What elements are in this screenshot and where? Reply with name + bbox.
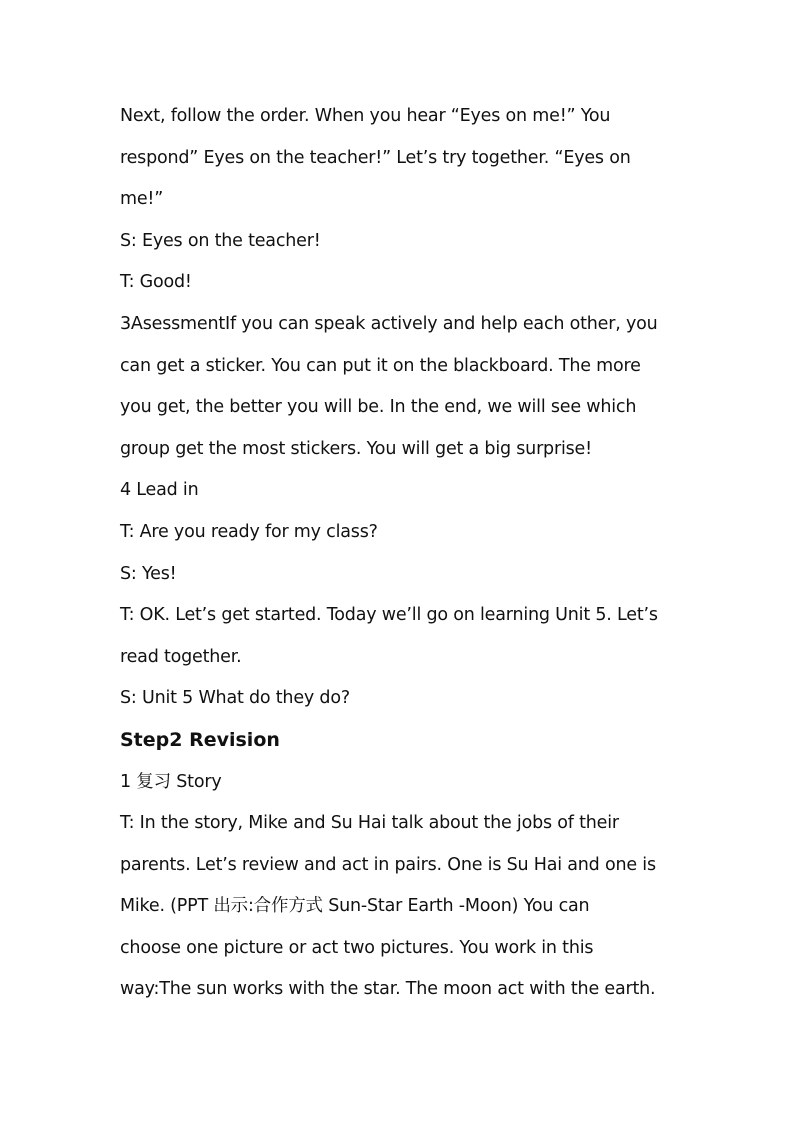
student-response-line: S: Yes!	[120, 563, 177, 584]
body-text-line: Mike. (PPT 出示:合作方式 Sun-Star Earth -Moon) You can	[120, 896, 590, 917]
teacher-line: T: In the story, Mike and Su Hai talk about the jobs of their	[120, 813, 619, 834]
body-text-line: me!”	[120, 189, 164, 210]
body-text-line: read together.	[120, 646, 242, 667]
section-label-lead-in: 4 Lead in	[120, 480, 199, 501]
body-text-line: Next, follow the order. When you hear “Eyes on me!” You	[120, 106, 611, 126]
body-text-line: respond” Eyes on the teacher!” Let’s try together. “Eyes on	[120, 147, 631, 168]
assessment-line: 3AsessmentIf you can speak actively and help each other, you	[120, 313, 658, 334]
body-text-line: group get the most stickers. You will get a big surprise!	[120, 438, 592, 459]
teacher-line: T: Are you ready for my class?	[120, 521, 378, 542]
teacher-line: T: Good!	[120, 272, 192, 293]
body-text-line: you get, the better you will be. In the end, we will see which	[120, 397, 637, 418]
teacher-line: T: OK. Let’s get started. Today we’ll go on learning Unit 5. Let’s	[120, 605, 658, 626]
section-heading-revision: Step2 Revision	[120, 728, 280, 751]
subsection-label-story: 1 复习 Story	[120, 771, 222, 792]
body-text-line: choose one picture or act two pictures. You work in this	[120, 937, 594, 958]
document-body	[120, 96, 680, 1011]
body-text-line: parents. Let’s review and act in pairs. One is Su Hai and one is	[120, 854, 656, 875]
body-text-line: can get a sticker. You can put it on the blackboard. The more	[120, 355, 641, 376]
body-text-line: way:The sun works with the star. The moon act with the earth.	[120, 979, 656, 1000]
student-response-line: S: Unit 5 What do they do?	[120, 688, 350, 709]
student-response-line: S: Eyes on the teacher!	[120, 230, 321, 251]
